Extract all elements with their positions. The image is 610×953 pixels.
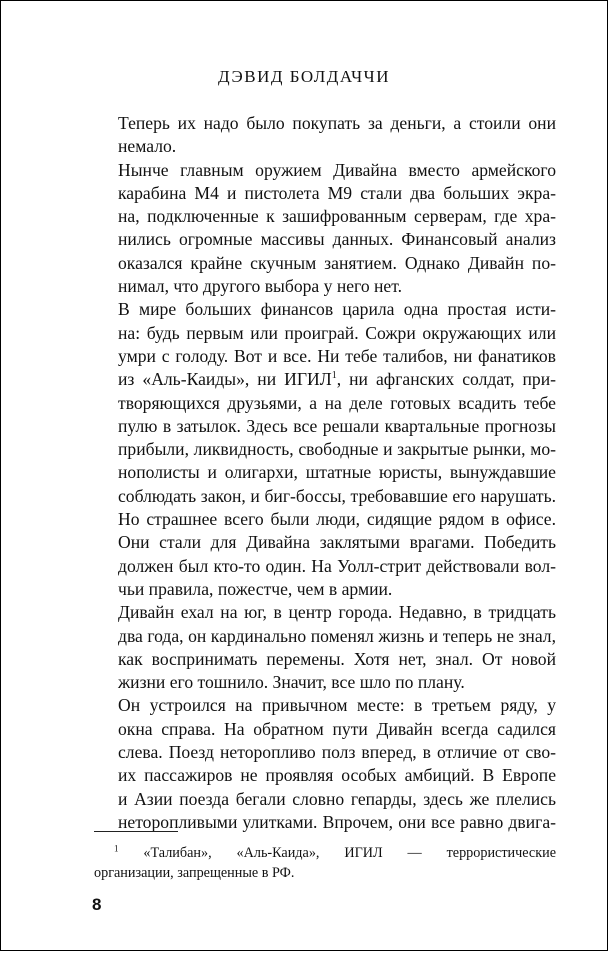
paragraph (94, 159, 556, 299)
text-line: слева. Поезд неторопливо полз вперед, в отличие от сво- (118, 742, 556, 763)
text-line: нились огромные массивы данных. Финансовый анализ (118, 229, 556, 250)
text-segment: , ни афганских солдат, при- (336, 369, 556, 390)
paragraph (94, 112, 556, 159)
paragraph (94, 298, 556, 601)
text-line: и Азии поезда бегали словно гепарды, здесь же плелись (118, 788, 556, 809)
text-segment: из «Аль-Каиды», ни ИГИЛ (118, 369, 332, 390)
footnote-marker: 1 (114, 843, 119, 854)
text-line: карабина М4 и пистолета М9 стали два больших экра- (118, 182, 556, 203)
paragraph (94, 601, 556, 694)
text-line: умри с голоду. Вот и все. Ни тебе талибов, ни фанатиков (118, 345, 556, 366)
footnote (94, 843, 556, 883)
text-line: немало. (118, 136, 177, 157)
text-line: окна справа. На обратном пути Дивайн всегда садился (118, 718, 556, 739)
text-line: пулю в затылок. Здесь все решали квартальные прогнозы (118, 415, 556, 436)
text-line: жизни его тошнило. Значит, все шло по плану. (118, 672, 465, 693)
footnote-text: «Талибан», «Аль-Каида», ИГИЛ — террористические (143, 845, 557, 861)
text-line: как воспринимать перемены. Хотя нет, знал. От новой (118, 648, 556, 669)
text-line: творяющихся друзьями, а на деле готовых всадить тебе (118, 392, 556, 413)
page-number: 8 (92, 895, 102, 914)
text-line: два года, он кардинально поменял жизнь и теперь не знал, (118, 625, 556, 646)
footnote-line: организации, запрещенные в РФ. (94, 865, 295, 881)
text-line: Он устроился на привычном месте: в третьем ряду, у (118, 695, 556, 716)
text-line: Дивайн ехал на юг, в центр города. Недавно, в тридцать (118, 602, 556, 623)
main-text (94, 112, 556, 834)
text-line: их пассажиров не проявляя особых амбиций. В Европе (118, 765, 556, 786)
text-line: Теперь их надо было покупать за деньги, а стоили они (118, 113, 556, 133)
text-line: нимал, что другого выбора у него нет. (118, 276, 403, 297)
text-line: В мире больших финансов царила одна простая исти- (118, 299, 556, 320)
text-line: нополисты и олигархи, штатные юристы, вынуждавшие (118, 462, 556, 483)
text-line: прибыли, ликвидность, свободные и закрытые рынки, мо- (118, 439, 556, 460)
text-line: на: будь первым или проиграй. Сожри окружающих или (118, 322, 556, 343)
footnote-line (94, 843, 556, 863)
paragraph (94, 694, 556, 834)
text-line: на, подключенные к зашифрованным серверам, где хра- (118, 206, 556, 227)
footnote-divider (94, 831, 178, 832)
text-line: неторопливыми улитками. Впрочем, они все равно двига- (118, 811, 556, 832)
text-line: чьи правила, пожестче, чем в армии. (118, 578, 393, 599)
text-line: Но страшнее всего были люди, сидящие рядом в офисе. (118, 509, 556, 530)
text-line: Нынче главным оружием Дивайна вместо армейского (118, 159, 556, 180)
text-line: Они стали для Дивайна заклятыми врагами. Победить (118, 532, 556, 553)
text-line: должен был кто-то один. На Уолл-стрит действовали вол- (118, 555, 556, 576)
footnote-reference[interactable]: 1 (331, 370, 337, 382)
text-line: соблюдать закон, и биг-боссы, требовавшие его нарушать. (118, 485, 556, 506)
running-head: ДЭВИД БОЛДАЧЧИ (218, 67, 390, 86)
text-line-with-footnote (94, 368, 556, 391)
text-line: оказался крайне скучным занятием. Однако Дивайн по- (118, 252, 556, 273)
